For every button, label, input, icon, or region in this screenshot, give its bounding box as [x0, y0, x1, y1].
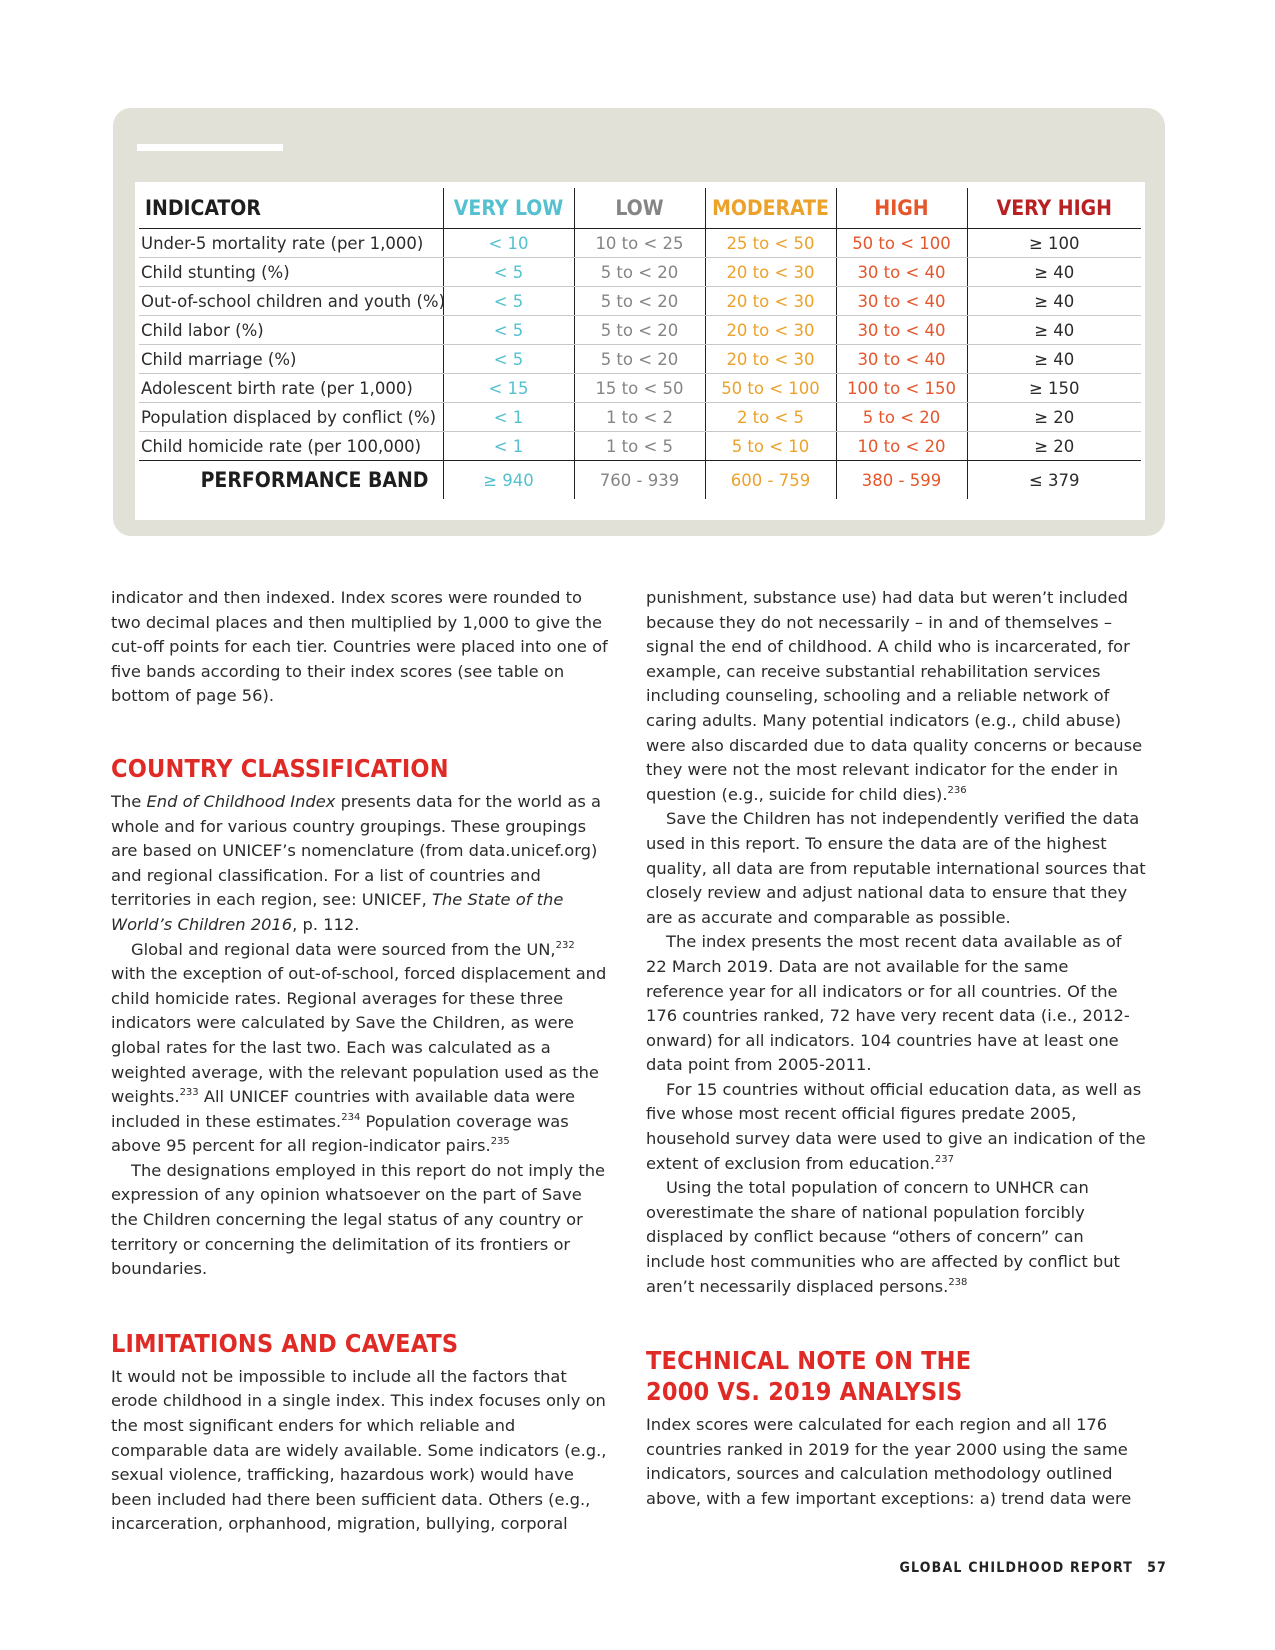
- heading-line: TECHNICAL NOTE ON THE: [646, 1346, 972, 1376]
- limitations-paragraph-continued: [646, 586, 1146, 807]
- text-run-italic: End of Childhood Index: [146, 791, 336, 811]
- footnote-ref: 238: [948, 1276, 968, 1288]
- text-run: , p. 112.: [292, 914, 360, 934]
- table-row: [139, 229, 1141, 258]
- band-very-high: ≤ 379: [967, 461, 1141, 500]
- text-run-italic: The State of the World’s Children 2016: [111, 890, 564, 934]
- cell-high: 10 to < 20: [836, 432, 967, 461]
- cell-high: 30 to < 40: [836, 287, 967, 316]
- intro-paragraph: indicator and then indexed. Index scores were rounded to two decimal places and then multiplied by 1,000 to give the cut-off points for each tier. Countries were placed into one of five bands according to their index scores (see table on bottom of page 56).: [111, 588, 608, 706]
- performance-band-row: [139, 461, 1141, 500]
- country-classification-paragraph-2: [111, 938, 611, 1159]
- limitations-paragraph-4: [646, 1078, 1146, 1176]
- cell-high: 30 to < 40: [836, 316, 967, 345]
- cell-moderate: 20 to < 30: [705, 258, 836, 287]
- cell-high: 30 to < 40: [836, 345, 967, 374]
- country-classification-paragraph-3: The designations employed in this report do not imply the expression of any opinion whatsoever on the part of Save the Children concerning the legal status of any country or territory or concerning the delimitation of its frontiers or boundaries.: [111, 1160, 606, 1279]
- left-column: [111, 586, 611, 1537]
- text-run: Global and regional data were sourced from the UN,: [131, 939, 556, 959]
- table-row: [139, 403, 1141, 432]
- header-very-high: VERY HIGH: [967, 188, 1141, 229]
- indicator-cutoff-table: [139, 188, 1141, 499]
- heading-limitations: LIMITATIONS AND CAVEATS: [111, 1328, 459, 1358]
- cell-low: 10 to < 25: [574, 229, 705, 258]
- cell-very-low: < 15: [443, 374, 574, 403]
- row-label: Child labor (%): [139, 316, 443, 345]
- row-label: Out-of-school children and youth (%): [139, 287, 443, 316]
- text-run: All UNICEF countries with available data were included in these estimates.: [111, 1087, 576, 1131]
- header-low: LOW: [574, 188, 705, 229]
- cell-low: 5 to < 20: [574, 258, 705, 287]
- panel-title-bar: [137, 144, 283, 151]
- cell-very-high: ≥ 20: [967, 432, 1141, 461]
- band-moderate: 600 - 759: [705, 461, 836, 500]
- cell-moderate: 5 to < 10: [705, 432, 836, 461]
- country-classification-paragraph-1: [111, 790, 611, 938]
- header-moderate: MODERATE: [705, 188, 836, 229]
- page-footer: [899, 1560, 1167, 1576]
- cell-high: 5 to < 20: [836, 403, 967, 432]
- cell-very-low: < 5: [443, 345, 574, 374]
- cell-low: 5 to < 20: [574, 316, 705, 345]
- cell-very-high: ≥ 40: [967, 345, 1141, 374]
- cell-moderate: 2 to < 5: [705, 403, 836, 432]
- cell-high: 50 to < 100: [836, 229, 967, 258]
- footnote-ref: 236: [947, 784, 967, 796]
- table-row: [139, 374, 1141, 403]
- text-run: For 15 countries without official education data, as well as five whose most recent official figures predate 2005, household survey data were used to give an indication of the extent of exclusion from education.: [646, 1079, 1146, 1173]
- text-run: presents data for the world as a whole and for various country groupings. These groupings are based on UNICEF’s nomenclature (from data.unicef.org) and regional classification. For a list of countries and territories in each region, see: UNICEF,: [111, 791, 602, 910]
- cell-very-low: < 5: [443, 316, 574, 345]
- table-row: [139, 432, 1141, 461]
- limitations-paragraph-1: It would not be impossible to include all the factors that erode childhood in a single index. This index focuses only on the most significant enders for which reliable and comparable data are widely available. Some indicators (e.g., sexual violence, trafficking, hazardous work) would have been included had there been sufficient data. Others (e.g., incarceration, orphanhood, migration, bullying, corporal: [111, 1366, 607, 1534]
- band-low: 760 - 939: [574, 461, 705, 500]
- cell-moderate: 20 to < 30: [705, 316, 836, 345]
- row-label: Child homicide rate (per 100,000): [139, 432, 443, 461]
- cell-high: 30 to < 40: [836, 258, 967, 287]
- text-run: punishment, substance use) had data but weren’t included because they do not necessarily – in and of themselves – signal the end of childhood. A child who is incarcerated, for example, can receive substantial rehabilitation services including counseling, schooling and a reliable network of caring adults. Many potential indicators (e.g., child abuse) were also discarded due to data quality concerns or because they were not the most relevant indicator for the ender in question (e.g., suicide for child dies).: [646, 588, 1143, 804]
- limitations-paragraph-3: The index presents the most recent data available as of 22 March 2019. Data are not available for the same reference year for all indicators or for all countries. Of the 176 countries ranked, 72 have very recent data (i.e., 2012-onward) for all indicators. 104 countries have at least one data point from 2005-2011.: [646, 932, 1130, 1075]
- text-run: The: [111, 791, 147, 811]
- header-indicator: INDICATOR: [139, 188, 443, 229]
- text-run: Using the total population of concern to UNHCR can overestimate the share of national population forcibly displaced by conflict because “others of concern” can include host communities who are affected by conflict but aren’t necessarily displaced persons.: [646, 1178, 1120, 1296]
- cell-very-low: < 5: [443, 287, 574, 316]
- heading-country-classification: COUNTRY CLASSIFICATION: [111, 753, 449, 783]
- cell-moderate: 20 to < 30: [705, 287, 836, 316]
- cell-very-low: < 1: [443, 432, 574, 461]
- footnote-ref: 234: [341, 1111, 361, 1123]
- cell-low: 1 to < 5: [574, 432, 705, 461]
- cell-very-high: ≥ 40: [967, 258, 1141, 287]
- row-label: Under-5 mortality rate (per 1,000): [139, 229, 443, 258]
- cell-very-high: ≥ 20: [967, 403, 1141, 432]
- right-column: [646, 586, 1146, 1512]
- performance-band-label: PERFORMANCE BAND: [200, 468, 429, 492]
- cell-low: 15 to < 50: [574, 374, 705, 403]
- row-label: Child marriage (%): [139, 345, 443, 374]
- footnote-ref: 237: [934, 1153, 954, 1165]
- band-high: 380 - 599: [836, 461, 967, 500]
- footer-report-title: GLOBAL CHILDHOOD REPORT: [899, 1560, 1134, 1576]
- row-label: Child stunting (%): [139, 258, 443, 287]
- row-label: Adolescent birth rate (per 1,000): [139, 374, 443, 403]
- table-row: [139, 316, 1141, 345]
- cell-very-high: ≥ 40: [967, 316, 1141, 345]
- cell-very-high: ≥ 40: [967, 287, 1141, 316]
- footnote-ref: 233: [179, 1087, 199, 1099]
- technical-note-paragraph-1: Index scores were calculated for each region and all 176 countries ranked in 2019 for the year 2000 using the same indicators, sources and calculation methodology outlined above, with a few important exceptions: a) trend data were: [646, 1415, 1132, 1508]
- text-run: Population coverage was above 95 percent for all region-indicator pairs.: [111, 1111, 569, 1156]
- footnote-ref: 235: [490, 1136, 510, 1148]
- page-number: 57: [1147, 1560, 1167, 1576]
- cell-high: 100 to < 150: [836, 374, 967, 403]
- limitations-paragraph-5: [646, 1176, 1146, 1299]
- cell-very-low: < 10: [443, 229, 574, 258]
- table-card: [135, 182, 1145, 520]
- cell-moderate: 50 to < 100: [705, 374, 836, 403]
- table-row: [139, 345, 1141, 374]
- cell-low: 5 to < 20: [574, 287, 705, 316]
- cell-low: 5 to < 20: [574, 345, 705, 374]
- heading-line: 2000 VS. 2019 ANALYSIS: [646, 1377, 963, 1407]
- cell-low: 1 to < 2: [574, 403, 705, 432]
- cell-moderate: 20 to < 30: [705, 345, 836, 374]
- table-header-row: [139, 188, 1141, 229]
- row-label: Population displaced by conflict (%): [139, 403, 443, 432]
- table-row: [139, 287, 1141, 316]
- limitations-paragraph-2: Save the Children has not independently verified the data used in this report. To ensure the data are of the highest quality, all data are from reputable international sources that closely review and adjust national data to ensure that they are as accurate and comparable as possible.: [646, 809, 1146, 927]
- heading-technical-note: [646, 1345, 1146, 1407]
- table-row: [139, 258, 1141, 287]
- header-very-low: VERY LOW: [443, 188, 574, 229]
- footnote-ref: 232: [555, 939, 575, 951]
- cell-very-low: < 5: [443, 258, 574, 287]
- cell-moderate: 25 to < 50: [705, 229, 836, 258]
- cell-very-low: < 1: [443, 403, 574, 432]
- table-panel: [113, 108, 1165, 536]
- cell-very-high: ≥ 150: [967, 374, 1141, 403]
- text-run: with the exception of out-of-school, forced displacement and child homicide rates. Regional averages for these three indicators were calculated by Save the Children, as were global rates for the last two. Each was calculated as a weighted average, with the relevant population used as the weights.: [111, 964, 607, 1107]
- header-high: HIGH: [836, 188, 967, 229]
- band-very-low: ≥ 940: [443, 461, 574, 500]
- cell-very-high: ≥ 100: [967, 229, 1141, 258]
